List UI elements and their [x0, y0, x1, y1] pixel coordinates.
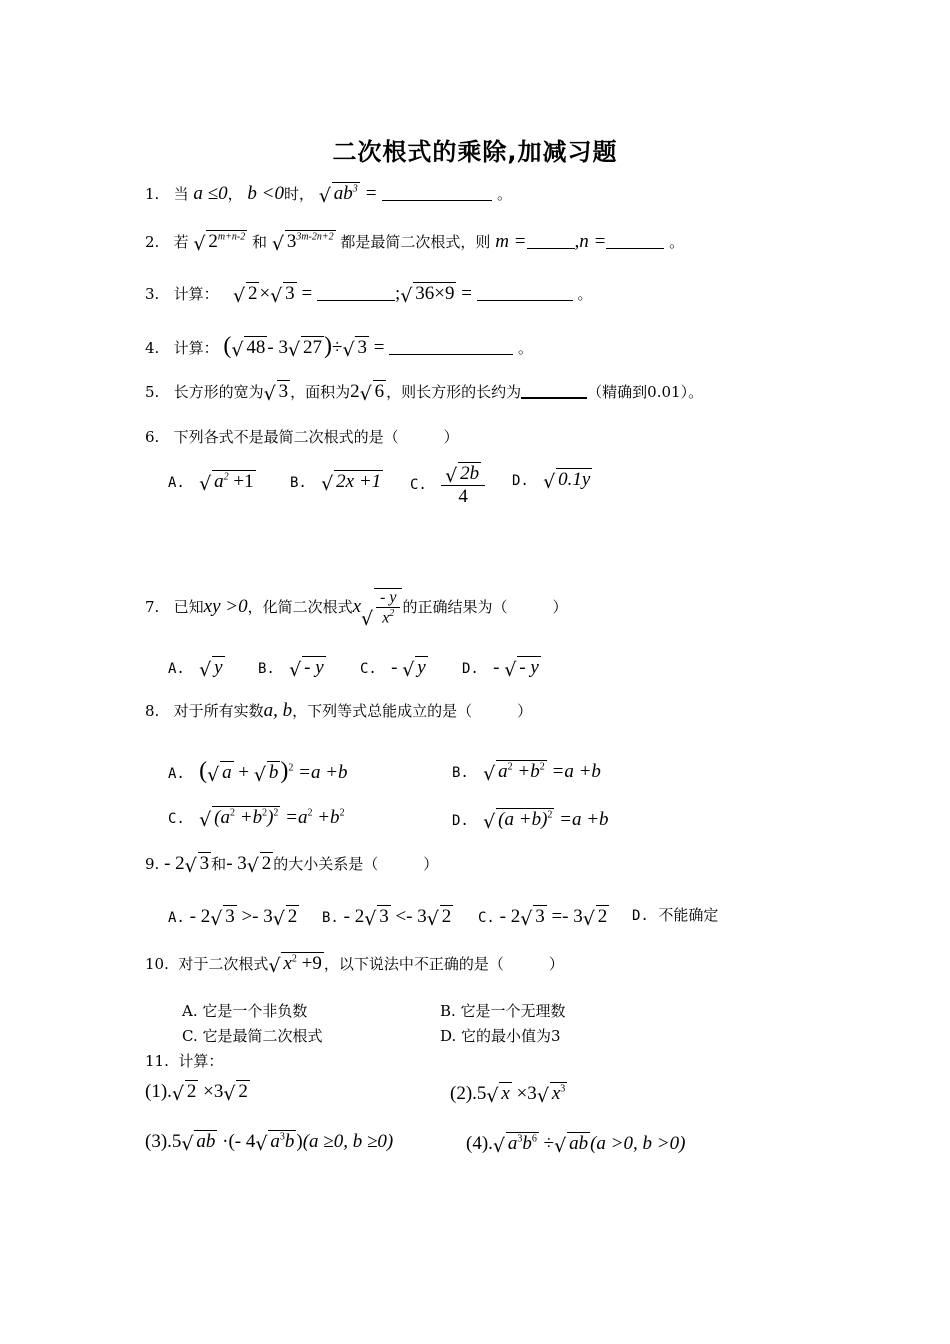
- text: =a +b: [551, 761, 601, 782]
- q7-option-b[interactable]: [258, 656, 326, 679]
- text: y: [214, 657, 223, 678]
- text: =a: [285, 807, 308, 828]
- q11-part-3: [145, 1130, 393, 1153]
- text: 2: [597, 906, 608, 927]
- text: (3).5: [145, 1131, 182, 1152]
- text: A. 它是一个非负数: [182, 1002, 308, 1020]
- question-3: [145, 282, 593, 305]
- q6-option-a[interactable]: [168, 470, 256, 493]
- question-7: [145, 588, 567, 628]
- text: ): [296, 1131, 303, 1152]
- text: x: [551, 1083, 561, 1104]
- text: - 3: [267, 337, 288, 358]
- text: a: [222, 762, 232, 783]
- text: (a: [214, 807, 230, 828]
- text: 3: [286, 231, 297, 252]
- text: x: [382, 609, 390, 627]
- answer-blank-2[interactable]: [477, 300, 573, 301]
- text: 对于二次根式: [178, 955, 269, 973]
- text: ÷: [538, 1133, 555, 1154]
- text: 2: [223, 471, 229, 483]
- question-10: [145, 952, 564, 975]
- question-1: [145, 182, 512, 205]
- radical-expression: [264, 380, 291, 403]
- text: -: [391, 657, 403, 678]
- text: 4: [458, 486, 468, 507]
- text: 2: [287, 906, 298, 927]
- q9-option-b[interactable]: [322, 905, 453, 928]
- text: (4).: [466, 1133, 493, 1154]
- question-number: 3.: [145, 285, 160, 303]
- q9-option-d[interactable]: [632, 904, 718, 925]
- radical-expression: [270, 282, 297, 305]
- question-number: 9.: [145, 855, 160, 873]
- text: 3: [517, 1133, 523, 1145]
- q7-option-d[interactable]: [462, 656, 541, 679]
- text: =: [461, 283, 472, 304]
- text: 2: [262, 807, 268, 819]
- q10-option-c[interactable]: [182, 1025, 322, 1046]
- text: 36×9: [415, 283, 455, 304]
- text: (a ≥0, b ≥0): [302, 1131, 394, 1152]
- answer-blank-n[interactable]: [606, 248, 664, 249]
- question-11: [145, 1050, 223, 1071]
- text: 3: [357, 337, 367, 358]
- text: +b: [512, 761, 540, 782]
- q11-part-2: [450, 1082, 567, 1105]
- text: 2: [539, 761, 545, 773]
- text: 2: [186, 1081, 197, 1102]
- text: 若: [173, 233, 189, 251]
- text: a: [270, 1131, 280, 1152]
- answer-blank-1[interactable]: [317, 300, 395, 301]
- text: 长方形的宽为: [173, 383, 264, 401]
- text: m =: [495, 231, 527, 252]
- text: 2: [441, 906, 452, 927]
- text: +: [233, 762, 254, 783]
- text: - 3: [226, 853, 247, 874]
- radical-fraction: [361, 588, 402, 628]
- text: (- 4: [228, 1131, 256, 1152]
- text: ，化简二次根式: [247, 598, 353, 617]
- option-label: A.: [168, 766, 185, 782]
- text: - 2: [343, 906, 365, 927]
- text: 不能确定: [658, 906, 719, 924]
- text: 2: [230, 807, 235, 819]
- text: x: [352, 596, 362, 618]
- text: ÷: [332, 337, 343, 358]
- question-number: 7.: [145, 598, 160, 617]
- option-label: D.: [452, 813, 469, 829]
- text: 2: [238, 1081, 248, 1102]
- text: 3: [199, 853, 210, 874]
- text: =: [364, 183, 378, 204]
- text: 3: [560, 1083, 566, 1095]
- text: - 2: [189, 906, 211, 927]
- q6-option-c[interactable]: [410, 462, 485, 508]
- text: =a +b: [559, 809, 609, 830]
- radical-expression: [504, 656, 541, 679]
- text: 3: [225, 906, 235, 927]
- text: ab: [569, 1133, 589, 1154]
- text: x: [283, 953, 292, 974]
- text: ;: [394, 283, 401, 304]
- radical-expression: [268, 952, 323, 975]
- text: 2: [261, 853, 272, 874]
- text: ×3: [198, 1081, 224, 1102]
- question-4: 4. 计算： (√ 48 - 3√ 27)÷√ 3 = 。: [145, 333, 533, 360]
- text: +b: [312, 807, 340, 828]
- text: D. 它的最小值为3: [440, 1027, 561, 1045]
- option-label: A.: [168, 475, 185, 491]
- text: x: [501, 1083, 510, 1104]
- text: 2: [288, 762, 294, 774]
- text: 3m-2n+2: [296, 231, 334, 243]
- text: - 2: [499, 906, 521, 927]
- q8-option-d[interactable]: [452, 808, 609, 831]
- fraction: [441, 462, 485, 508]
- text: 。: [496, 185, 512, 203]
- text: a: [214, 471, 224, 492]
- radical-expression: [199, 656, 224, 679]
- q9-option-a[interactable]: [168, 905, 299, 928]
- text: xy >0: [203, 596, 248, 618]
- text: -: [493, 657, 505, 678]
- text: ，: [227, 185, 243, 203]
- text: (a >0, b >0): [590, 1133, 686, 1154]
- radical-expression: [199, 470, 255, 493]
- radical-expression: [321, 470, 383, 493]
- q10-option-a[interactable]: [182, 1000, 307, 1021]
- text: =a +b: [298, 762, 348, 783]
- text: <- 3: [390, 906, 427, 927]
- radical-expression: [185, 852, 212, 875]
- text: 27: [303, 337, 322, 358]
- text: 下列各式不是最简二次根式的是（ ）: [173, 428, 459, 446]
- text: 6: [531, 1133, 537, 1145]
- text: - y: [519, 657, 539, 678]
- text: 3: [352, 183, 358, 195]
- text: ×3: [511, 1083, 537, 1104]
- question-number: 11.: [145, 1052, 169, 1070]
- text: 2: [339, 807, 345, 819]
- q7-option-a[interactable]: [168, 656, 225, 679]
- radical-expression: [289, 656, 326, 679]
- text: +b: [235, 807, 263, 828]
- text: 和: [211, 855, 227, 873]
- radical-expression: [233, 282, 260, 305]
- option-label: C.: [360, 661, 377, 677]
- option-label: C.: [410, 477, 427, 493]
- text: b: [268, 762, 279, 783]
- text: 3: [535, 906, 545, 927]
- text: B. 它是一个无理数: [440, 1002, 566, 1020]
- text: 2: [291, 953, 297, 965]
- text: 2: [507, 761, 513, 773]
- q8-option-a[interactable]: A. (√ a + √ b)$^2$ =a +b: [168, 758, 348, 785]
- radical-expression: [360, 380, 387, 403]
- text: 对于所有实数: [173, 702, 264, 720]
- text: 2: [273, 807, 279, 819]
- text: 2: [547, 809, 553, 821]
- text: +1: [228, 471, 254, 492]
- text: ，下列等式总能成立的是（ ）: [292, 702, 533, 720]
- condition-a: a ≤0: [193, 183, 228, 204]
- question-2: [145, 230, 684, 253]
- option-label: D.: [512, 473, 529, 489]
- text: (2).5: [450, 1083, 487, 1104]
- text: ab: [196, 1131, 216, 1152]
- text: ×: [259, 283, 271, 304]
- text: 3: [278, 381, 289, 402]
- text: ，则长方形的长约为: [386, 383, 522, 401]
- question-number: 10.: [145, 955, 169, 973]
- question-9: [145, 852, 438, 875]
- condition-b: b <0: [247, 183, 284, 204]
- q8-option-b[interactable]: [452, 760, 601, 783]
- text: 计算：: [178, 1052, 224, 1070]
- question-6: [145, 426, 459, 447]
- text: b: [522, 1133, 532, 1154]
- option-label: C.: [478, 910, 495, 926]
- answer-blank-m[interactable]: [527, 248, 575, 249]
- text: 计算：: [173, 285, 219, 303]
- q9-option-c[interactable]: [478, 905, 609, 928]
- text: 都是最简二次根式，则: [340, 233, 491, 251]
- text: 的正确结果为（ ）: [402, 598, 568, 617]
- text: 3: [379, 906, 389, 927]
- radical-expression: [402, 656, 427, 679]
- text: 和: [252, 233, 268, 251]
- text: a: [498, 761, 508, 782]
- option-label: C.: [168, 811, 185, 827]
- option-label: D.: [462, 661, 479, 677]
- text: 计算：: [173, 339, 219, 357]
- text: ·: [217, 1131, 229, 1152]
- answer-blank[interactable]: [521, 397, 587, 399]
- option-label: A.: [168, 910, 185, 926]
- text: 。: [518, 339, 534, 357]
- text: - 2: [164, 853, 185, 874]
- text: 的大小关系是（ ）: [273, 855, 439, 873]
- text: C. 它是最简二次根式: [182, 1027, 323, 1045]
- text: 。: [669, 233, 685, 251]
- question-number: 2.: [145, 233, 160, 251]
- text: y: [417, 657, 426, 678]
- text: ab: [333, 183, 353, 204]
- q8-option-c[interactable]: [168, 806, 345, 829]
- text: 2b: [460, 463, 480, 484]
- option-label: B.: [258, 661, 275, 677]
- answer-blank[interactable]: [389, 354, 513, 355]
- text: m+n-2: [217, 231, 246, 243]
- page-title: 二次根式的乘除,加减习题: [332, 138, 618, 166]
- text: (1).: [145, 1081, 172, 1102]
- q6-option-d[interactable]: [512, 468, 592, 491]
- question-8: [145, 700, 532, 722]
- text: +9: [296, 953, 322, 974]
- option-label: B.: [452, 765, 469, 781]
- text: b: [284, 1131, 295, 1152]
- q11-part-4: [466, 1132, 685, 1155]
- q6-option-b[interactable]: [290, 470, 383, 493]
- text: >- 3: [236, 906, 273, 927]
- question-number: 8.: [145, 702, 160, 720]
- q10-option-d[interactable]: [440, 1025, 561, 1046]
- text: 2: [389, 608, 395, 620]
- answer-blank[interactable]: [382, 200, 492, 201]
- radical-expression: [319, 182, 360, 205]
- q10-option-b[interactable]: [440, 1000, 566, 1021]
- radical-expression: [288, 336, 324, 359]
- text: ): [267, 807, 274, 828]
- text: a: [507, 1133, 518, 1154]
- option-label: B.: [322, 910, 339, 926]
- radical-expression: [342, 336, 369, 359]
- radical-expression: [543, 468, 592, 491]
- option-label: B.: [290, 475, 307, 491]
- option-label: A.: [168, 661, 185, 677]
- text: 6: [374, 381, 385, 402]
- text: √ - y: [376, 589, 400, 608]
- text: （精确到0.01）。: [587, 383, 704, 401]
- question-number: 6.: [145, 428, 160, 446]
- q11-part-1: [145, 1080, 250, 1103]
- text: a, b: [263, 700, 293, 721]
- text: 当: [173, 185, 189, 203]
- text: 48: [246, 337, 266, 358]
- option-label: D.: [632, 908, 649, 924]
- text: 3: [279, 1131, 285, 1143]
- text: 0.1y: [558, 469, 591, 490]
- question-number: 1.: [145, 185, 160, 203]
- question-number: 5.: [145, 383, 160, 401]
- text: 3: [285, 283, 295, 304]
- text: =- 3: [546, 906, 583, 927]
- radical-expression: [272, 230, 336, 253]
- text: 时，: [283, 185, 314, 203]
- text: ，以下说法中不正确的是（ ）: [323, 955, 564, 973]
- text: 2: [307, 807, 313, 819]
- text: ,: [574, 231, 580, 252]
- text: (a +b): [498, 809, 548, 830]
- text: ，面积为: [290, 383, 351, 401]
- text: =: [301, 283, 313, 304]
- text: 2: [208, 231, 218, 252]
- text: =: [373, 337, 385, 358]
- radical-expression: [247, 852, 274, 875]
- radical-expression: [400, 282, 456, 305]
- question-number: 4.: [145, 339, 160, 357]
- text: 2: [350, 381, 360, 402]
- text: 2: [247, 283, 258, 304]
- q7-option-c[interactable]: [360, 656, 428, 679]
- text: 。: [577, 285, 593, 303]
- text: 2x +1: [336, 471, 382, 492]
- text: 已知: [173, 598, 204, 617]
- radical-expression: [193, 230, 247, 253]
- question-5: [145, 380, 703, 403]
- radical-expression: [231, 336, 267, 359]
- text: n =: [579, 231, 607, 252]
- text: - y: [304, 657, 324, 678]
